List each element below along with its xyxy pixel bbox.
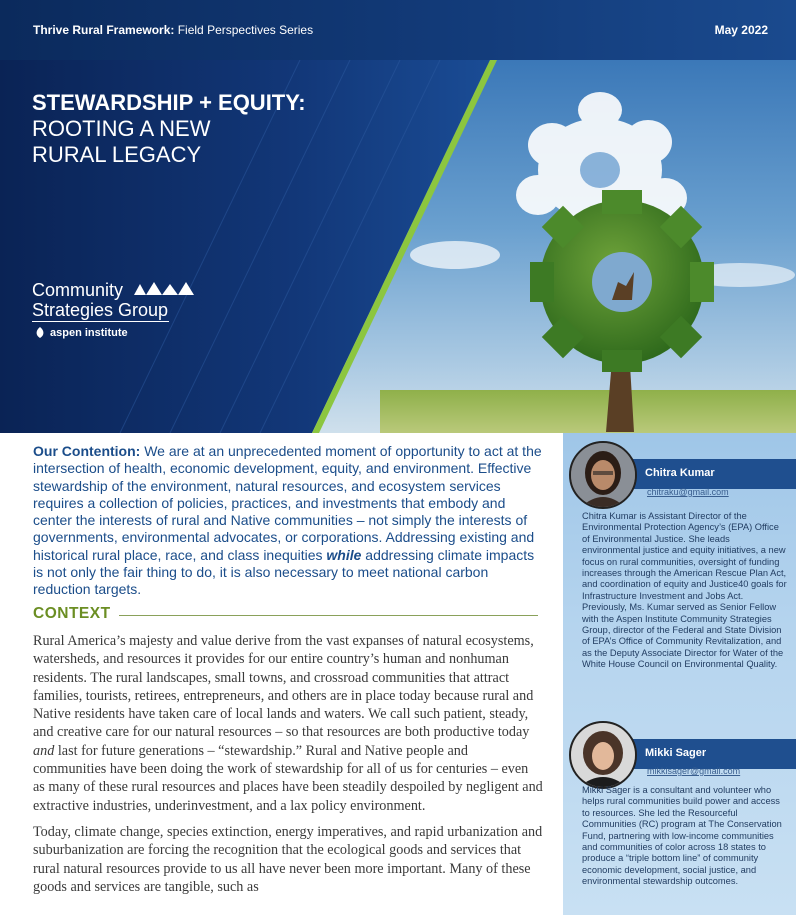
trees-icon: [132, 281, 202, 297]
series-title: [33, 23, 313, 37]
context-heading-text: CONTEXT: [33, 605, 119, 622]
context-paragraph-2: Today, climate change, species extinction, energy imperatives, and rapid urbanization and suburbanization are forcing the recognition that the ecological goods and services that rural natural resources provide to us all have never been more important. Many of these goods and services are tangible, such as: [33, 823, 543, 895]
logo-line-2: Strategies Group: [32, 300, 169, 320]
profile-email-link[interactable]: chitraku@gmail.com: [647, 487, 729, 497]
profile-bio: Mikki Sager is a consultant and volunteer who helps rural communities build power and access to resources. She led the Resourceful Communities (RC) program at The Conservation Fund, partnering with low-income communities and communities of color across 18 states to produce a “triple bottom line” of community economic development, social justice, and environmental stewardship outcomes.: [582, 785, 782, 887]
author-sidebar: [563, 433, 796, 915]
profile-email-link[interactable]: mikkisager@gmail.com: [647, 766, 741, 776]
profile-name: Chitra Kumar: [645, 467, 715, 479]
header-bar: [0, 0, 796, 60]
avatar: [569, 441, 637, 509]
field: [380, 390, 796, 433]
cloud: [410, 241, 500, 269]
aspen-institute-text: aspen institute: [50, 327, 128, 339]
series-subtitle: Field Perspectives Series: [177, 23, 314, 37]
p1-text-a: Rural America’s majesty and value derive from the vast expanses of natural ecosystems, watersheds, and resources it provides for our entire country’s human and nonhuman residents. The rural landscapes, small towns, and crossroad communities that attract families, tourists, retirees, entrepreneurs, and others are in place today because rural and Native residents have taken care of local lands and waters. We call such patient, steady, and creative care for our natural resources – so that resources are both productive today: [33, 633, 534, 741]
avatar: [569, 721, 637, 789]
series-name: Thrive Rural Framework:: [33, 23, 175, 37]
contention-paragraph: [33, 443, 548, 599]
aspen-leaf-icon: [34, 327, 46, 339]
aspen-institute-label: [32, 327, 169, 339]
hero-banner: [0, 60, 796, 433]
page-title: [32, 90, 306, 168]
gear-tree-canopy: [530, 190, 714, 372]
p1-emphasis: and: [33, 742, 55, 759]
contention-text-a: We are at an unprecedented moment of opportunity to act at the intersection of health, economic development, equity, and environment. Effective stewardship of the environment, natural resources, and ecosystem services requires a collection of policies, practices, and investments that embody and center the interests of rural and Native communities – not simply the interests of governments, environmental advocates, or corporations. Addressing existing and historical rural place, race, and class inequities: [33, 443, 542, 563]
publication-date: May 2022: [714, 23, 768, 37]
contention-emphasis: while: [326, 546, 362, 563]
context-body: [33, 632, 543, 904]
context-heading: [33, 605, 538, 625]
csg-logo: [32, 280, 169, 339]
profile-bio: Chitra Kumar is Assistant Director of the Environmental Protection Agency’s (EPA) Office of Environmental Justice. She leads environmental justice and equity initiatives, a new focus on rural communities, oversight of funding increases through the American Rescue Plan Act, and coordination of equity and Justice40 goals for Infrastructure Investment and Jobs Act. Previously, Ms. Kumar served as Senior Fellow with the Aspen Institute Community Strategies Group, director of the Federal and State Division of EPA’s Office of Community Revitalization, and as the Deputy Associate Director for Water of the White House Council on Environmental Quality.: [582, 511, 787, 670]
contention-text-b: addressing climate impacts is not only the fair thing to do, it is also necessary to meet national carbon reduction targets.: [33, 546, 535, 598]
profile-name: Mikki Sager: [645, 747, 707, 759]
p1-text-b: last for future generations – “stewardship.” Rural and Native people and communities have been doing the work of stewardship for all of us for centuries – even as many of these rural resources and places have been steadily despoiled by negligent and extractive industries, underinvestment, and a lax policy environment.: [33, 742, 543, 814]
title-line-1: STEWARDSHIP + EQUITY:: [32, 90, 306, 115]
contention-label: Our Contention:: [33, 443, 141, 459]
title-line-3: RURAL LEGACY: [32, 142, 202, 167]
title-line-2: ROOTING A NEW: [32, 116, 211, 141]
logo-line-1: Community: [32, 280, 124, 300]
context-paragraph-1: [33, 632, 543, 815]
